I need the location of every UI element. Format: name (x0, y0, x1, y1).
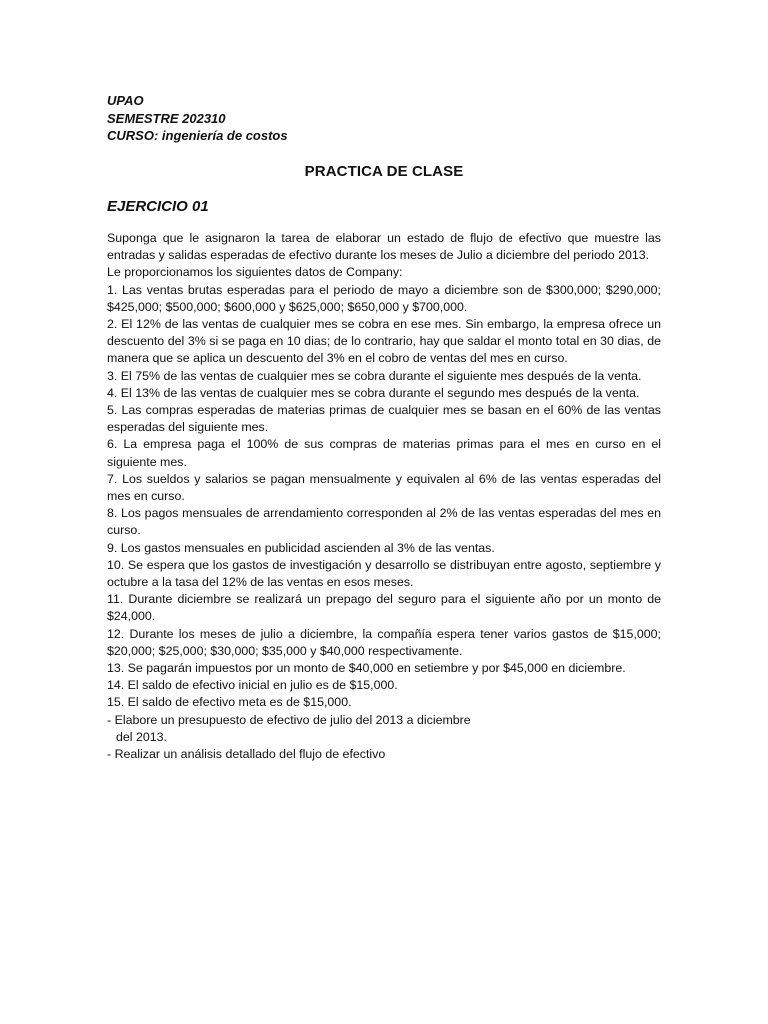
list-item: 12. Durante los meses de julio a diciembre, la compañía espera tener varios gastos de $15,000; $20,000; $25,000; $30,000; $35,000 y $40,000 respectivamente. (107, 626, 661, 658)
list-item: 14. El saldo de efectivo inicial en julio es de $15,000. (107, 678, 398, 693)
semester-label: SEMESTRE 202310 (107, 110, 226, 126)
list-item: 3. El 75% de las ventas de cualquier mes se cobra durante el siguiente mes después de la venta. (107, 368, 642, 383)
exercise-heading: EJERCICIO 01 (107, 198, 209, 215)
list-item: 2. El 12% de las ventas de cualquier mes se cobra en ese mes. Sin embargo, la empresa ofrece un descuento del 3% si se paga en 10 dias; de lo contrario, hay que saldar el monto total en 30 dias, de manera que se aplica un descuento del 3% en el cobro de ventas del mes en curso. (107, 317, 661, 366)
data-intro-line: Le proporcionamos los siguientes datos de Company: (107, 265, 403, 280)
list-item: 1. Las ventas brutas esperadas para el periodo de mayo a diciembre son de $300,000; $290,000; $425,000; $500,000; $600,000 y $625,000; $650,000 y $700,000. (107, 282, 661, 314)
task-item: - Realizar un análisis detallado del flujo de efectivo (107, 747, 386, 762)
task-item-continuation: del 2013. (116, 729, 167, 744)
exercise-body (107, 230, 661, 763)
list-item: 11. Durante diciembre se realizará un prepago del seguro para el siguiente año por un monto de $24,000. (107, 592, 661, 624)
list-item: 5. Las compras esperadas de materias primas de cualquier mes se basan en el 60% de las ventas esperadas del siguiente mes. (107, 403, 661, 435)
list-item: 15. El saldo de efectivo meta es de $15,000. (107, 695, 352, 710)
list-item: 13. Se pagarán impuestos por un monto de $40,000 en setiembre y por $45,000 en diciembre. (107, 661, 626, 676)
list-item: 8. Los pagos mensuales de arrendamiento corresponden al 2% de las ventas esperadas del mes en curso. (107, 506, 661, 538)
page-title: PRACTICA DE CLASE (304, 163, 464, 180)
list-item: 6. La empresa paga el 100% de sus compras de materias primas para el mes en curso en el siguiente mes. (107, 437, 661, 469)
list-item: 10. Se espera que los gastos de investigación y desarrollo se distribuyan entre agosto, septiembre y octubre a la tasa del 12% de las ventas en esos meses. (107, 557, 661, 590)
list-item: 7. Los sueldos y salarios se pagan mensualmente y equivalen al 6% de las ventas esperadas del mes en curso. (107, 471, 661, 504)
intro-paragraph: Suponga que le asignaron la tarea de elaborar un estado de flujo de efectivo que muestre las entradas y salidas esperadas de efectivo durante los meses de Julio a diciembre del periodo 2013. (107, 231, 661, 263)
document-header (107, 92, 288, 145)
institution-label: UPAO (107, 93, 144, 108)
list-item: 9. Los gastos mensuales en publicidad ascienden al 3% de las ventas. (107, 540, 495, 555)
list-item: 4. El 13% de las ventas de cualquier mes se cobra durante el segundo mes después de la venta. (107, 385, 640, 400)
task-item: - Elabore un presupuesto de efectivo de julio del 2013 a diciembre (107, 712, 471, 727)
course-label: CURSO: ingeniería de costos (107, 128, 288, 143)
